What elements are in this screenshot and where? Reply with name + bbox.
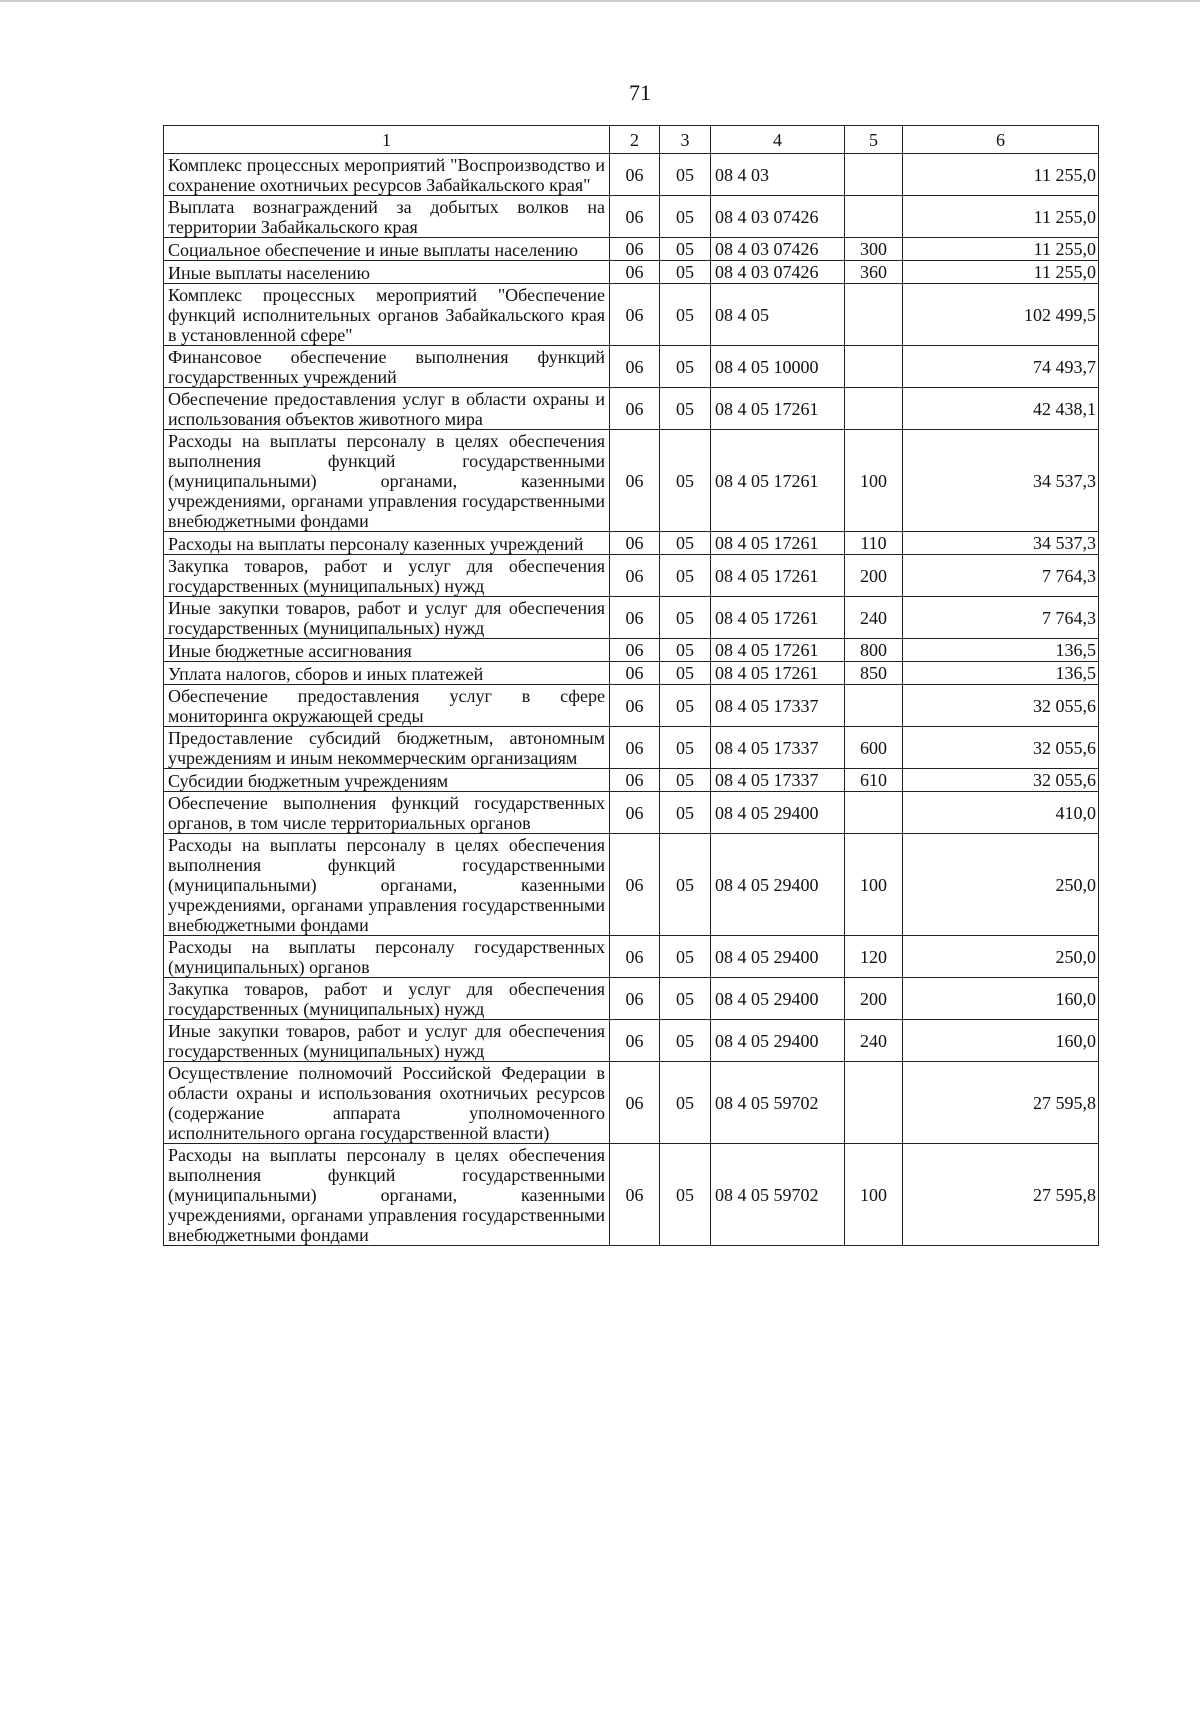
cell-name: Обеспечение предоставления услуг в сфере мониторинга окружающей среды: [164, 685, 610, 727]
cell-section: 06: [610, 1144, 660, 1246]
cell-target-article: 08 4 05 17337: [711, 685, 845, 727]
cell-amount: 27 595,8: [903, 1062, 1099, 1144]
cell-amount: 11 255,0: [903, 261, 1099, 284]
cell-section: 06: [610, 978, 660, 1020]
cell-subsection: 05: [660, 430, 711, 532]
cell-expense-type: [845, 196, 903, 238]
cell-expense-type: 800: [845, 639, 903, 662]
cell-name: Расходы на выплаты персоналу в целях обеспечения выполнения функций государственными (муниципальными) органами, казенными учреждениями, органами управления государственными внебюджетными фондами: [164, 834, 610, 936]
cell-amount: 32 055,6: [903, 727, 1099, 769]
table-row: [164, 430, 1099, 532]
cell-subsection: 05: [660, 1144, 711, 1246]
cell-amount: 74 493,7: [903, 346, 1099, 388]
cell-name: Иные закупки товаров, работ и услуг для обеспечения государственных (муниципальных) нужд: [164, 597, 610, 639]
cell-section: 06: [610, 685, 660, 727]
cell-amount: 34 537,3: [903, 430, 1099, 532]
table-body: [164, 154, 1099, 1246]
cell-section: 06: [610, 388, 660, 430]
cell-section: 06: [610, 284, 660, 346]
cell-subsection: 05: [660, 1020, 711, 1062]
cell-amount: 34 537,3: [903, 532, 1099, 555]
cell-target-article: 08 4 05 10000: [711, 346, 845, 388]
cell-expense-type: 360: [845, 261, 903, 284]
cell-subsection: 05: [660, 978, 711, 1020]
table-row: [164, 769, 1099, 792]
cell-subsection: 05: [660, 261, 711, 284]
cell-section: 06: [610, 261, 660, 284]
cell-section: 06: [610, 1020, 660, 1062]
table-row: [164, 1144, 1099, 1246]
cell-expense-type: 240: [845, 1020, 903, 1062]
column-header: 2: [610, 126, 660, 154]
cell-section: 06: [610, 597, 660, 639]
column-header: 1: [164, 126, 610, 154]
cell-amount: 102 499,5: [903, 284, 1099, 346]
cell-amount: 136,5: [903, 662, 1099, 685]
table-row: [164, 1062, 1099, 1144]
cell-section: 06: [610, 662, 660, 685]
table-row: [164, 662, 1099, 685]
cell-amount: 7 764,3: [903, 555, 1099, 597]
cell-target-article: 08 4 05 17261: [711, 597, 845, 639]
cell-target-article: 08 4 05 29400: [711, 978, 845, 1020]
cell-amount: 27 595,8: [903, 1144, 1099, 1246]
cell-section: 06: [610, 532, 660, 555]
table-row: [164, 597, 1099, 639]
cell-name: Закупка товаров, работ и услуг для обеспечения государственных (муниципальных) нужд: [164, 978, 610, 1020]
table-row: [164, 196, 1099, 238]
cell-target-article: 08 4 05 17261: [711, 430, 845, 532]
cell-target-article: 08 4 05 29400: [711, 1020, 845, 1062]
cell-expense-type: 850: [845, 662, 903, 685]
column-header: 4: [711, 126, 845, 154]
cell-subsection: 05: [660, 346, 711, 388]
cell-name: Расходы на выплаты персоналу казенных учреждений: [164, 532, 610, 555]
cell-expense-type: 240: [845, 597, 903, 639]
cell-expense-type: 300: [845, 238, 903, 261]
cell-section: 06: [610, 769, 660, 792]
cell-subsection: 05: [660, 284, 711, 346]
cell-name: Иные выплаты населению: [164, 261, 610, 284]
table-row: [164, 284, 1099, 346]
cell-expense-type: [845, 1062, 903, 1144]
table-row: [164, 639, 1099, 662]
cell-amount: 250,0: [903, 936, 1099, 978]
cell-target-article: 08 4 03 07426: [711, 261, 845, 284]
cell-expense-type: [845, 792, 903, 834]
cell-amount: 42 438,1: [903, 388, 1099, 430]
cell-amount: 160,0: [903, 1020, 1099, 1062]
cell-target-article: 08 4 05 29400: [711, 792, 845, 834]
cell-amount: 136,5: [903, 639, 1099, 662]
cell-target-article: 08 4 03 07426: [711, 238, 845, 261]
table-row: [164, 727, 1099, 769]
cell-section: 06: [610, 238, 660, 261]
cell-section: 06: [610, 196, 660, 238]
cell-amount: 32 055,6: [903, 685, 1099, 727]
cell-target-article: 08 4 05 29400: [711, 834, 845, 936]
cell-subsection: 05: [660, 532, 711, 555]
cell-section: 06: [610, 346, 660, 388]
cell-target-article: 08 4 03: [711, 154, 845, 196]
cell-target-article: 08 4 05 59702: [711, 1062, 845, 1144]
cell-expense-type: 200: [845, 555, 903, 597]
cell-amount: 250,0: [903, 834, 1099, 936]
cell-section: 06: [610, 727, 660, 769]
column-header: 5: [845, 126, 903, 154]
cell-name: Расходы на выплаты персоналу в целях обеспечения выполнения функций государственными (муниципальными) органами, казенными учреждениями, органами управления государственными внебюджетными фондами: [164, 1144, 610, 1246]
cell-expense-type: 110: [845, 532, 903, 555]
table-row: [164, 555, 1099, 597]
cell-section: 06: [610, 834, 660, 936]
cell-name: Предоставление субсидий бюджетным, автономным учреждениям и иным некоммерческим организациям: [164, 727, 610, 769]
cell-expense-type: 600: [845, 727, 903, 769]
page-number: 71: [629, 80, 651, 105]
cell-name: Субсидии бюджетным учреждениям: [164, 769, 610, 792]
cell-target-article: 08 4 05 17261: [711, 555, 845, 597]
cell-subsection: 05: [660, 685, 711, 727]
cell-section: 06: [610, 1062, 660, 1144]
cell-section: 06: [610, 430, 660, 532]
cell-section: 06: [610, 154, 660, 196]
cell-section: 06: [610, 639, 660, 662]
cell-name: Комплекс процессных мероприятий "Воспроизводство и сохранение охотничьих ресурсов Забайкальского края": [164, 154, 610, 196]
cell-subsection: 05: [660, 727, 711, 769]
cell-subsection: 05: [660, 792, 711, 834]
table-row: [164, 532, 1099, 555]
cell-subsection: 05: [660, 154, 711, 196]
cell-amount: 32 055,6: [903, 769, 1099, 792]
cell-subsection: 05: [660, 238, 711, 261]
cell-name: Выплата вознаграждений за добытых волков на территории Забайкальского края: [164, 196, 610, 238]
cell-target-article: 08 4 05 17337: [711, 727, 845, 769]
cell-name: Иные закупки товаров, работ и услуг для обеспечения государственных (муниципальных) нужд: [164, 1020, 610, 1062]
cell-subsection: 05: [660, 196, 711, 238]
cell-expense-type: [845, 388, 903, 430]
cell-section: 06: [610, 792, 660, 834]
cell-name: Закупка товаров, работ и услуг для обеспечения государственных (муниципальных) нужд: [164, 555, 610, 597]
cell-subsection: 05: [660, 834, 711, 936]
cell-name: Осуществление полномочий Российской Федерации в области охраны и использования охотничьих ресурсов (содержание аппарата уполномоченного исполнительного органа государственной власти): [164, 1062, 610, 1144]
cell-subsection: 05: [660, 555, 711, 597]
cell-target-article: 08 4 03 07426: [711, 196, 845, 238]
table-row: [164, 238, 1099, 261]
cell-amount: 11 255,0: [903, 238, 1099, 261]
cell-subsection: 05: [660, 662, 711, 685]
table-row: [164, 936, 1099, 978]
cell-target-article: 08 4 05: [711, 284, 845, 346]
scan-top-edge: [0, 0, 1200, 2]
cell-subsection: 05: [660, 388, 711, 430]
cell-name: Финансовое обеспечение выполнения функций государственных учреждений: [164, 346, 610, 388]
cell-target-article: 08 4 05 29400: [711, 936, 845, 978]
cell-expense-type: 120: [845, 936, 903, 978]
cell-expense-type: [845, 284, 903, 346]
table-row: [164, 978, 1099, 1020]
cell-amount: 7 764,3: [903, 597, 1099, 639]
column-header: 3: [660, 126, 711, 154]
column-header: 6: [903, 126, 1099, 154]
cell-name: Расходы на выплаты персоналу в целях обеспечения выполнения функций государственными (муниципальными) органами, казенными учреждениями, органами управления государственными внебюджетными фондами: [164, 430, 610, 532]
cell-expense-type: 100: [845, 430, 903, 532]
cell-amount: 11 255,0: [903, 196, 1099, 238]
cell-section: 06: [610, 555, 660, 597]
table-row: [164, 388, 1099, 430]
table-row: [164, 792, 1099, 834]
cell-amount: 11 255,0: [903, 154, 1099, 196]
cell-expense-type: 200: [845, 978, 903, 1020]
cell-name: Иные бюджетные ассигнования: [164, 639, 610, 662]
cell-expense-type: 100: [845, 1144, 903, 1246]
cell-subsection: 05: [660, 597, 711, 639]
cell-expense-type: [845, 154, 903, 196]
cell-subsection: 05: [660, 639, 711, 662]
cell-amount: 410,0: [903, 792, 1099, 834]
cell-expense-type: [845, 685, 903, 727]
cell-target-article: 08 4 05 17337: [711, 769, 845, 792]
cell-name: Расходы на выплаты персоналу государственных (муниципальных) органов: [164, 936, 610, 978]
cell-section: 06: [610, 936, 660, 978]
table-header-row: [164, 126, 1099, 154]
cell-subsection: 05: [660, 769, 711, 792]
cell-target-article: 08 4 05 17261: [711, 388, 845, 430]
table-row: [164, 154, 1099, 196]
cell-name: Обеспечение предоставления услуг в области охраны и использования объектов животного мира: [164, 388, 610, 430]
cell-name: Обеспечение выполнения функций государственных органов, в том числе территориальных органов: [164, 792, 610, 834]
cell-name: Уплата налогов, сборов и иных платежей: [164, 662, 610, 685]
cell-subsection: 05: [660, 1062, 711, 1144]
table-row: [164, 346, 1099, 388]
cell-expense-type: 100: [845, 834, 903, 936]
cell-target-article: 08 4 05 17261: [711, 639, 845, 662]
cell-target-article: 08 4 05 17261: [711, 532, 845, 555]
table-row: [164, 685, 1099, 727]
cell-target-article: 08 4 05 17261: [711, 662, 845, 685]
cell-target-article: 08 4 05 59702: [711, 1144, 845, 1246]
cell-expense-type: 610: [845, 769, 903, 792]
table-row: [164, 1020, 1099, 1062]
cell-name: Комплекс процессных мероприятий "Обеспечение функций исполнительных органов Забайкальского края в установленной сфере": [164, 284, 610, 346]
cell-expense-type: [845, 346, 903, 388]
cell-name: Социальное обеспечение и иные выплаты населению: [164, 238, 610, 261]
cell-amount: 160,0: [903, 978, 1099, 1020]
budget-table: [163, 125, 1099, 1246]
table-row: [164, 834, 1099, 936]
cell-subsection: 05: [660, 936, 711, 978]
table-row: [164, 261, 1099, 284]
